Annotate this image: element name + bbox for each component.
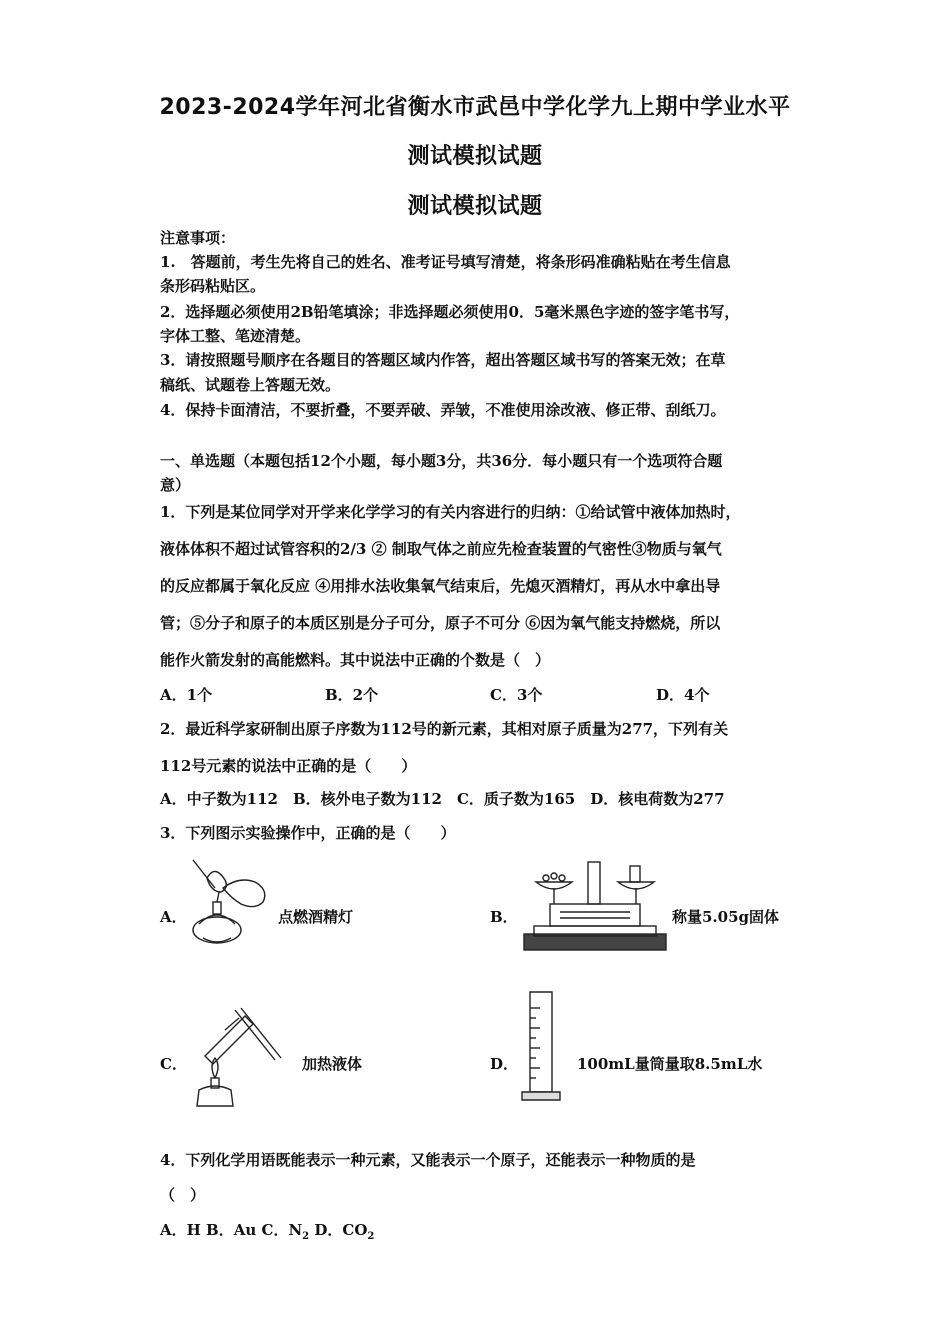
exam-title-line1: 2023-2024学年河北省衡水市武邑中学化学九上期中学业水平 <box>159 95 791 120</box>
q3-option-a-letter: A． <box>160 908 187 926</box>
q3-option-b-label: 称量5.05g固体 <box>672 908 780 926</box>
q3-option-c-label: 加热液体 <box>302 1055 363 1073</box>
notice-heading: 注意事项： <box>160 229 236 247</box>
q1-line1: 1．下列是某位同学对开学来化学学习的有关内容进行的归纳：①给试管中液体加热时， <box>160 503 741 521</box>
q3-option-d-letter: D． <box>490 1055 519 1073</box>
q1-line4: 管；⑤分子和原子的本质区别是分子可分，原子不可分 ⑥因为氧气能支持燃烧，所以 <box>160 614 721 632</box>
graduated-cylinder-figure <box>518 988 564 1108</box>
q4-options <box>160 1220 374 1247</box>
q3-stem: 3．下列图示实验操作中，正确的是（ ） <box>160 824 456 842</box>
notice-item3-b: 稿纸、试题卷上答题无效。 <box>160 376 341 394</box>
section-heading-a: 一、单选题（本题包括12个小题，每小题3分，共36分．每小题只有一个选项符合题 <box>160 452 723 470</box>
exam-title-line3: 测试模拟试题 <box>407 194 543 219</box>
q4-option-a: A．H <box>160 1221 201 1239</box>
q1-line3: 的反应都属于氧化反应 ④用排水法收集氧气结束后，先熄灭酒精灯，再从水中拿出导 <box>160 577 721 595</box>
notice-item4: 4．保持卡面清洁，不要折叠，不要弄破、弄皱，不准使用涂改液、修正带、刮纸刀。 <box>160 401 726 419</box>
notice-item1-a: 1. 答题前，考生先将自己的姓名、准考证号填写清楚，将条形码准确粘贴在考生信息 <box>160 253 731 271</box>
q4-line2: （ ） <box>160 1186 206 1204</box>
q3-option-a-label: 点燃酒精灯 <box>278 908 354 926</box>
q2-line2: 112号元素的说法中正确的是（ ） <box>160 757 417 775</box>
q1-line2: 液体体积不超过试管容积的2/3 ② 制取气体之前应先检查装置的气密性③物质与氧气 <box>160 540 722 558</box>
exam-title-line2: 测试模拟试题 <box>407 144 543 169</box>
balance-scale-figure <box>520 856 670 954</box>
q3-option-b-letter: B． <box>490 908 518 926</box>
q1-option-b: B．2个 <box>325 686 379 704</box>
alcohol-lamp-lighting-figure <box>185 858 275 950</box>
q3-option-c-letter: C． <box>160 1055 187 1073</box>
q1-option-a: A．1个 <box>160 686 213 704</box>
q1-option-d: D．4个 <box>656 686 710 704</box>
section-heading-b: 意） <box>160 476 191 494</box>
q3-option-d-label: 100mL量筒量取8.5mL水 <box>577 1055 763 1073</box>
q1-option-c: C．3个 <box>490 686 543 704</box>
q4-option-d: D．$CO_2$ <box>314 1221 375 1242</box>
notice-item1-b: 条形码粘贴区。 <box>160 277 266 295</box>
notice-item2-b: 字体工整、笔迹清楚。 <box>160 327 311 345</box>
q4-line1: 4．下列化学用语既能表示一种元素，又能表示一个原子，还能表示一种物质的是 <box>160 1151 696 1169</box>
q4-option-b: B．Au <box>206 1221 257 1239</box>
notice-item2-a: 2．选择题必须使用2B铅笔填涂；非选择题必须使用0．5毫米黑色字迹的签字笔书写， <box>160 303 740 321</box>
q1-line5: 能作火箭发射的高能燃料。其中说法中正确的个数是（ ） <box>160 651 551 669</box>
q2-options: A．中子数为112 B．核外电子数为112 C．质子数为165 D．核电荷数为277 <box>160 790 725 808</box>
q4-option-c: C．$N_2$ <box>261 1221 310 1242</box>
heating-liquid-figure <box>185 1000 285 1112</box>
q2-line1: 2．最近科学家研制出原子序数为112号的新元素，其相对原子质量为277，下列有关 <box>160 720 729 738</box>
notice-item3-a: 3．请按照题号顺序在各题目的答题区域内作答，超出答题区域书写的答案无效；在草 <box>160 351 726 369</box>
